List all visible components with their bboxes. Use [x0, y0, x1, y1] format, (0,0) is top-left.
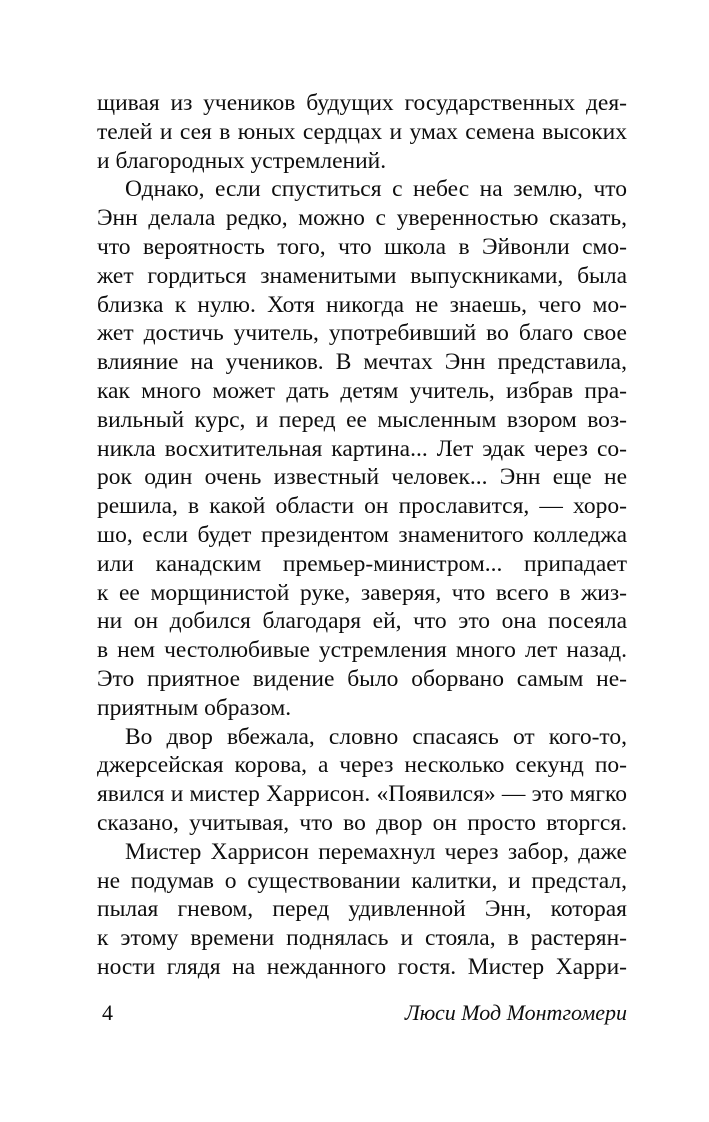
text-line: Во двор вбежала, словно спасаясь от кого-то,: [125, 723, 627, 750]
text-line: никла восхитительная картина... Лет эдак через со-: [97, 435, 627, 462]
text-line: приятным образом.: [97, 694, 292, 721]
text-line: не подумав о существовании калитки, и предстал,: [97, 867, 627, 894]
text-line: в нем честолюбивые устремления много лет назад.: [97, 637, 627, 664]
text-line: джерсейская корова, а через несколько секунд по-: [97, 752, 627, 779]
page-body-text: [97, 89, 627, 982]
text-line: что вероятность того, что школа в Эйвонли смо-: [97, 233, 627, 260]
text-line: сказано, учитывая, что во двор он просто вторгся.: [97, 809, 627, 836]
text-line: или канадским премьер-министром... припадает: [97, 550, 627, 577]
text-line: жет гордиться знаменитыми выпускниками, была: [97, 262, 627, 289]
text-line: Это приятное видение было оборвано самым не-: [97, 665, 627, 692]
text-line: вильный курс, и перед ее мысленным взором воз-: [97, 406, 627, 433]
text-line: щивая из учеников будущих государственных дея-: [97, 90, 627, 116]
text-line: пылая гневом, перед удивленной Энн, которая: [97, 896, 627, 923]
text-line: влияние на учеников. В мечтах Энн представила,: [97, 349, 627, 376]
text-line: к ее морщинистой руке, заверяя, что всего в жиз-: [97, 579, 627, 606]
text-line: жет достичь учитель, употребивший во благо свое: [97, 320, 627, 347]
text-line: Энн делала редко, можно с уверенностью сказать,: [97, 205, 627, 232]
running-title-author: Люси Мод Монтгомери: [404, 1000, 627, 1025]
text-line: явился и мистер Харрисон. «Появился» — это мягко: [97, 781, 627, 808]
text-line: телей и сея в юных сердцах и умах семена высоких: [97, 118, 627, 145]
text-line: Мистер Харрисон перемахнул через забор, даже: [125, 838, 627, 865]
text-line: ности глядя на нежданного гостя. Мистер Харри-: [97, 953, 627, 980]
text-line: шо, если будет президентом знаменитого колледжа: [97, 521, 627, 548]
text-line: близка к нулю. Хотя никогда не знаешь, чего мо-: [97, 291, 627, 318]
text-line: и благородных устремлений.: [97, 147, 387, 174]
page-footer: [97, 1000, 627, 1026]
text-line: рок один очень известный человек... Энн еще не: [97, 464, 627, 491]
text-line: решила, в какой области он прославится, — хоро-: [97, 493, 627, 520]
page-number: 4: [102, 1000, 113, 1025]
text-line: ни он добился благодаря ей, что это она посеяла: [97, 608, 627, 635]
text-line: как много может дать детям учитель, избрав пра-: [97, 377, 627, 404]
text-line: к этому времени поднялась и стояла, в растерян-: [97, 925, 627, 952]
text-line: Однако, если спуститься с небес на землю, что: [125, 176, 627, 203]
